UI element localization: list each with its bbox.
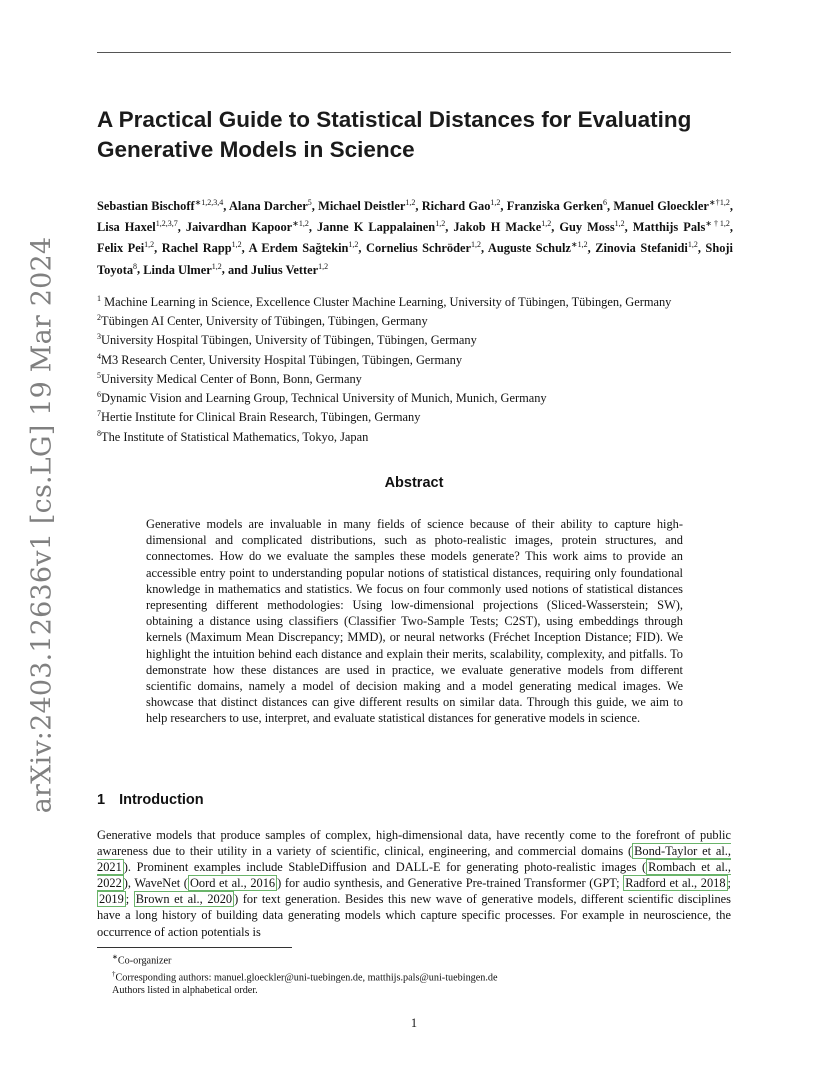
page-number: 1 (410, 1016, 418, 1030)
affiliation-number: 4 (97, 351, 101, 361)
arxiv-watermark: arXiv:2403.12636v1 [cs.LG] 19 Mar 2024 (26, 236, 58, 814)
affiliation-number: 1 (97, 294, 101, 303)
author-affiliation-marks: ∗1,2 (570, 240, 588, 250)
author-name: Alana Darcher (228, 199, 308, 214)
author-affiliation-marks: 6 (602, 198, 607, 207)
abstract-heading: Abstract (384, 475, 444, 491)
author (453, 220, 551, 234)
author-affiliation-marks: 1,2 (211, 261, 222, 271)
citation-link[interactable]: Rombach et al., 2022 (97, 860, 731, 891)
affiliation-text: University Hospital Tübingen, University of Tübingen, Tübingen, Germany (101, 333, 477, 348)
author-name: Guy Moss (559, 220, 615, 235)
footnote-text: Corresponding authors: manuel.gloeckler@uni-tuebingen.de, matthijs.pals@uni-tuebingen.de (115, 972, 498, 984)
citation-link[interactable]: Radford et al., 2018 (625, 876, 726, 891)
author (559, 220, 624, 234)
author-affiliation-marks: 1,2 (541, 219, 552, 229)
intro-text: Generative models that produce samples of complex, high-dimensional data, have recently come to the forefront of public awareness due to their utility in a variety of scientific, clinical, engineering, and commercial domains ( (97, 828, 731, 859)
author-affiliation-marks: 1,2 (614, 219, 625, 229)
section-heading (97, 792, 204, 808)
author (97, 199, 223, 213)
author-name: Linda Ulmer (143, 262, 212, 277)
footnote (112, 968, 498, 985)
affiliation-text: M3 Research Center, University Hospital Tübingen, Tübingen, Germany (101, 352, 463, 367)
intro-text: ), WaveNet ( (123, 876, 188, 891)
author-name: Jaivardhan Kapoor (185, 220, 293, 235)
author-name: Richard Gao (421, 199, 491, 214)
author-name: Sebastian Bischoff (97, 199, 195, 214)
author-name: Janne K Lappalainen (316, 220, 436, 235)
affiliation-number: 6 (97, 390, 101, 400)
author-affiliation-marks: ∗1,2 (292, 219, 309, 229)
affiliation (97, 406, 737, 425)
author-affiliation-marks: 1,2 (687, 240, 698, 250)
affiliation (97, 310, 737, 329)
author-list: Sebastian Bischoff$^{∗1,2,3,4}$, Alana Darcher$^5$, Michael Deistler$^{1,2}$, Richard Gao$^{1,2}$, Franziska Gerken$^6$, Manuel Gloeckler$^{∗\dagger 1,2}$, Lisa Haxel$^{1,2,3,7}$, Jaivardhan Kapoor$^{∗1,2}$, Janne K Lappalainen$^{1,2}$, Jakob H Macke$^{1,2}$, Guy Moss$^{1,2}$, Matthijs Pals$^{∗\dagger 1,2}$, Felix Pei$^{1,2}$, Rachel Rapp$^{1,2}$, A Erdem Sağtekin$^{1,2}$, Cornelius Schröder$^{1,2}$, Auguste Schulz$^{∗1,2}$, Zinovia Stefanidi$^{1,2}$, Shoji Toyota$^8$, Linda Ulmer$^{1,2}$, and Julius Vetter$^{1,2}$ (97, 198, 733, 277)
affiliation-list (97, 291, 737, 445)
footnote-text: Co-organizer (117, 955, 172, 967)
author-affiliation-marks: 1,2,3,7 (155, 219, 178, 229)
intro-text: ; (125, 892, 134, 907)
footnote-text: Authors listed in alphabetical order. (112, 985, 258, 997)
citation-link[interactable]: Brown et al., 2020 (135, 892, 233, 907)
author (229, 199, 312, 213)
footnote-mark: † (112, 969, 116, 978)
author (162, 241, 242, 255)
citation-link[interactable]: 2019 (99, 892, 124, 907)
abstract-text: Generative models are invaluable in many fields of science because of their ability to capture high-dimensional and complicated distributions, such as photo-realistic images, protein structures, and connectomes. How do we evaluate the samples these models generate? This work aims to provide an accessible entry point to understanding popular notions of statistical distances, requiring only foundational knowledge in mathematics and statistics. We focus on four commonly used notions of statistical distances representing different methodologies: Using low-dimensional projections (Sliced-Wasserstein; SW), obtaining a distance using classifiers (Classifier Two-Sample Tests; C2ST), using embeddings through kernels (Maximum Mean Discrepancy; MMD), or neural networks (Fréchet Inception Distance; FID). We highlight the intuition behind each distance and explain their merits, scalability, complexity, and pitfalls. To demonstrate how these distances are used in practice, we evaluate generative models from different scientific domains, namely a model of decision making and a model generating medical images. We showcase that distinct distances can give different results on similar data. Through this guide, we aim to help researchers to use, interpret, and evaluate statistical distances for generative models in science. (146, 517, 683, 726)
author (318, 199, 415, 213)
affiliation-number: 5 (97, 370, 101, 380)
affiliation-text: Dynamic Vision and Learning Group, Technical University of Munich, Munich, Germany (101, 391, 547, 406)
footnote-rule (97, 947, 292, 948)
footnote (112, 984, 498, 997)
affiliation (97, 349, 737, 368)
author (186, 220, 309, 234)
author-name: A Erdem Sağtekin (248, 241, 349, 256)
author-affiliation-marks: 5 (307, 198, 312, 207)
section-number: 1 (97, 792, 106, 808)
author-affiliation-marks: 8 (133, 261, 138, 271)
author-affiliation-marks: 1,2 (405, 198, 416, 207)
intro-text: ; (727, 876, 731, 891)
author-affiliation-marks: ∗†1,2 (705, 219, 730, 229)
author-affiliation-marks: 1,2 (318, 261, 329, 271)
affiliation-text: Hertie Institute for Clinical Brain Research, Tübingen, Germany (101, 410, 421, 425)
citation-link[interactable]: Oord et al., 2016 (189, 876, 276, 891)
author-name: Michael Deistler (318, 199, 406, 214)
author-name: Rachel Rapp (161, 241, 232, 256)
affiliation-text: University Medical Center of Bonn, Bonn, Germany (101, 372, 362, 386)
affiliation-text: The Institute of Statistical Mathematics, Tokyo, Japan (101, 429, 369, 444)
author-affiliation-marks: 1,2 (348, 240, 359, 250)
author-affiliation-marks: 1,2 (490, 198, 501, 207)
author-name: Lisa Haxel (97, 220, 156, 235)
author-affiliation-marks: ∗1,2,3,4 (194, 198, 224, 207)
affiliation (97, 329, 737, 348)
affiliation (97, 387, 737, 406)
author (143, 263, 222, 277)
author-name: Matthijs Pals (632, 220, 706, 235)
affiliation-number: 3 (97, 332, 101, 342)
affiliation (97, 291, 733, 310)
footnotes (112, 951, 498, 998)
footnote-mark: ∗ (112, 953, 118, 961)
affiliation-number: 7 (97, 409, 101, 419)
author-affiliation-marks: 1,2 (471, 240, 482, 250)
paper-title: A Practical Guide to Statistical Distances for Evaluating Generative Models in Science (97, 107, 692, 162)
affiliation (97, 368, 737, 387)
author (422, 199, 501, 213)
citation-link[interactable]: Bond-Taylor et al., 2021 (97, 844, 731, 875)
affiliation-text: Machine Learning in Science, Excellence Cluster Machine Learning, University of Tübingen, Tübingen, Germany (101, 295, 672, 310)
author-name: Jakob H Macke (453, 220, 542, 235)
top-rule (97, 52, 731, 53)
intro-text: ) for audio synthesis, and Generative Pre-trained Transformer (GPT; (277, 876, 624, 891)
author-affiliation-marks: 1,2 (144, 240, 155, 250)
affiliation-text: Tübingen AI Center, University of Tübingen, Tübingen, Germany (101, 314, 428, 329)
author-name: Cornelius Schröder (366, 241, 472, 256)
intro-text: ). Prominent examples include StableDiffusion and DALL-E for generating photo-realistic images ( (123, 860, 647, 875)
author (97, 241, 154, 255)
author (633, 220, 730, 234)
author (507, 199, 607, 213)
intro-paragraph (97, 827, 731, 940)
footnote (112, 951, 498, 968)
author-name: and Julius Vetter (227, 262, 319, 277)
section-title: Introduction (119, 792, 204, 808)
author-name: Zinovia Stefanidi (595, 241, 688, 256)
affiliation-number: 8 (97, 428, 101, 438)
author (488, 241, 588, 255)
author-affiliation-marks: 1,2 (231, 240, 242, 250)
intro-text: ) for text generation. Besides this new wave of generative models, different scientific disciplines have a long history of building data generating models which capture specific processes. For example in neuroscience, the occurrence of action potentials is (97, 892, 731, 939)
author-name: Felix Pei (97, 241, 145, 256)
author-name: Franziska Gerken (506, 199, 603, 214)
author-name: Manuel Gloeckler (613, 199, 709, 214)
author-affiliation-marks: 1,2 (435, 219, 446, 229)
author (228, 263, 328, 277)
author-name: Shoji Toyota (97, 241, 733, 277)
author (613, 199, 730, 213)
author (595, 241, 698, 255)
author-name: Auguste Schulz (487, 241, 571, 256)
affiliation (97, 426, 737, 445)
affiliation-number: 2 (97, 313, 101, 323)
author (97, 220, 178, 234)
author-affiliation-marks: ∗†1,2 (708, 198, 730, 207)
author (249, 241, 359, 255)
author (366, 241, 481, 255)
author (317, 220, 445, 234)
